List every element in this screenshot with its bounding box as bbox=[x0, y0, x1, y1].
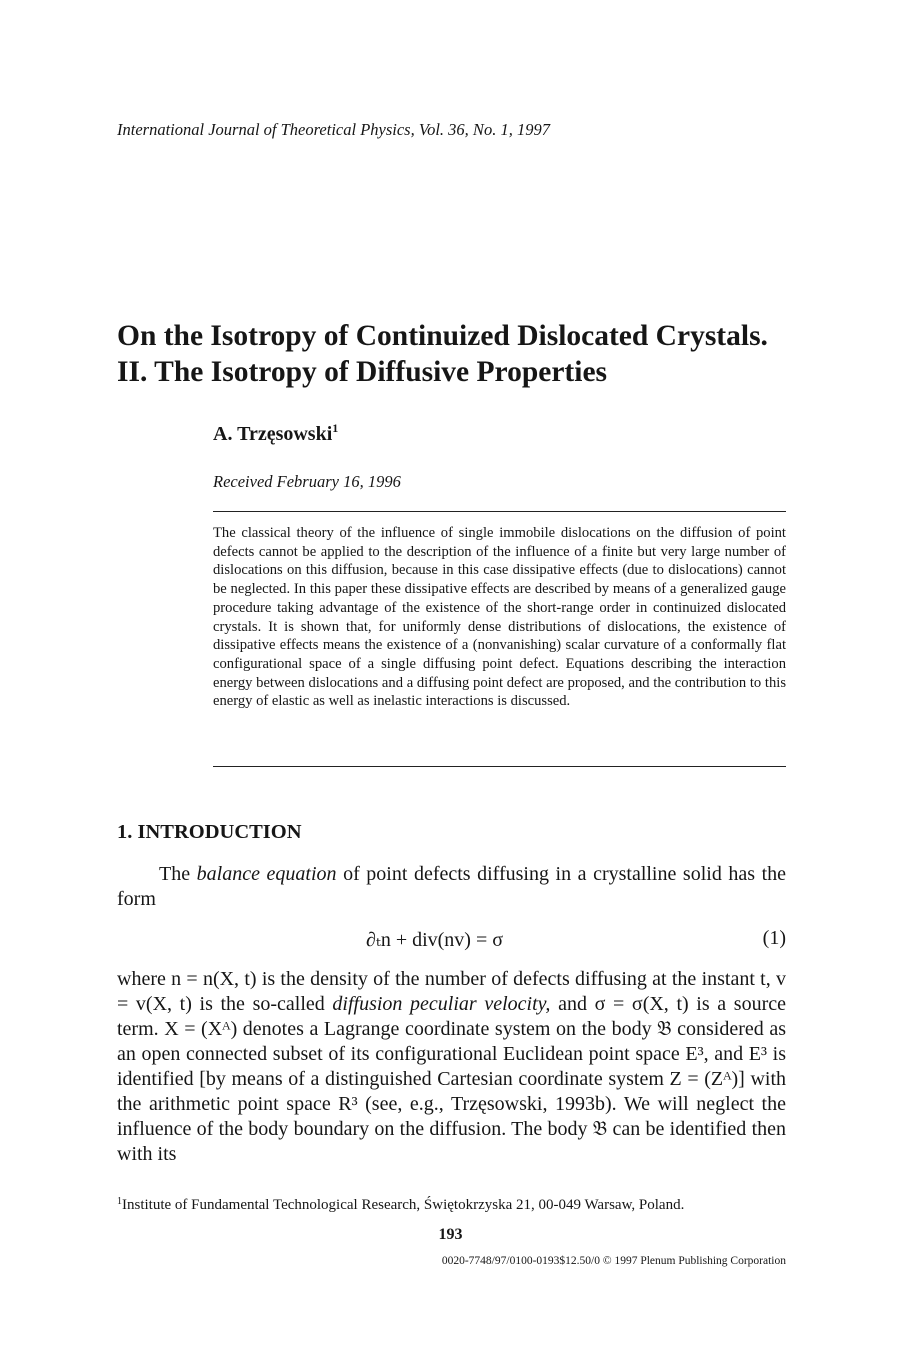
author-name bbox=[213, 421, 338, 446]
copyright-line: 0020-7748/97/0100-0193$12.50/0 © 1997 Plenum Publishing Corporation bbox=[441, 1255, 786, 1267]
paragraph-2-text-a: where n = n(X, t) is the density of the number of defects diffusing at the instant t, v = v(X, t) is the so-called bbox=[117, 968, 786, 1015]
article-title-line-2: II. The Isotropy of Diffusive Properties bbox=[117, 356, 608, 388]
author-name-text: A. Trzęsowski bbox=[213, 423, 333, 445]
author-footnote-mark: 1 bbox=[332, 421, 339, 435]
page-number: 193 bbox=[438, 1226, 463, 1243]
abstract-top-rule bbox=[213, 511, 786, 512]
footnote-text: Institute of Fundamental Technological Research, Świętokrzyska 21, 00-049 Warsaw, Poland. bbox=[122, 1197, 685, 1213]
equation-number: (1) bbox=[762, 927, 786, 949]
abstract-bottom-rule bbox=[213, 766, 786, 767]
affiliation-footnote bbox=[117, 1196, 684, 1214]
paragraph-1-text-b: of point defects diffusing in a crystalline solid has the form bbox=[117, 863, 787, 910]
paragraph-1-emphasis: balance equation bbox=[196, 863, 337, 885]
footnote-mark: 1 bbox=[117, 1196, 122, 1207]
paragraph-1-text-a: The bbox=[159, 863, 197, 885]
article-title bbox=[117, 318, 807, 390]
paragraph-2 bbox=[117, 967, 786, 1167]
paragraph-2-emphasis: diffusion peculiar velocity, bbox=[332, 993, 551, 1015]
paragraph-1 bbox=[117, 862, 786, 912]
equation-body: ∂ₜn + div(nv) = σ bbox=[366, 929, 504, 951]
article-title-line-1: On the Isotropy of Continuized Dislocated Crystals. bbox=[117, 320, 768, 352]
journal-header: International Journal of Theoretical Physics, Vol. 36, No. 1, 1997 bbox=[117, 120, 550, 139]
received-date: Received February 16, 1996 bbox=[213, 472, 401, 491]
paragraph-2-text-b: and σ = σ(X, t) is a source term. X = (Xᴬ) denotes a Lagrange coordinate system on the body 𝔅 considered as an open connected subset of its configurational Euclidean point space E³, and E³ is identified [by means of a distinguished Cartesian coordinate system Z = (Zᴬ)] with the arithmetic point space R³ (see, e.g., Trzęsowski, 1993b). We will neglect the influence of the body boundary on the diffusion. The body 𝔅 can be identified then with its bbox=[117, 993, 786, 1165]
equation-1 bbox=[117, 927, 786, 953]
abstract: The classical theory of the influence of single immobile dislocations on the diffusion of point defects cannot be applied to the description of the influence of a finite but very large number of dislocations on this diffusion, because in this case dissipative effects (due to dislocations) cannot be neglected. In this paper these dissipative effects are described by means of a generalized gauge procedure taking advantage of the existence of the short-range order in continuized dislocated crystals. It is shown that, for uniformly dense distributions of dislocations, the existence of dissipative effects means the existence of a (nonvanishing) scalar curvature of a conformally flat configurational space of a single diffusing point defect. Equations describing the interaction energy between dislocations and a diffusing point defect are proposed, and the contribution to this energy of elastic as well as inelastic interactions is discussed. bbox=[213, 525, 786, 710]
section-heading: 1. INTRODUCTION bbox=[117, 821, 302, 843]
